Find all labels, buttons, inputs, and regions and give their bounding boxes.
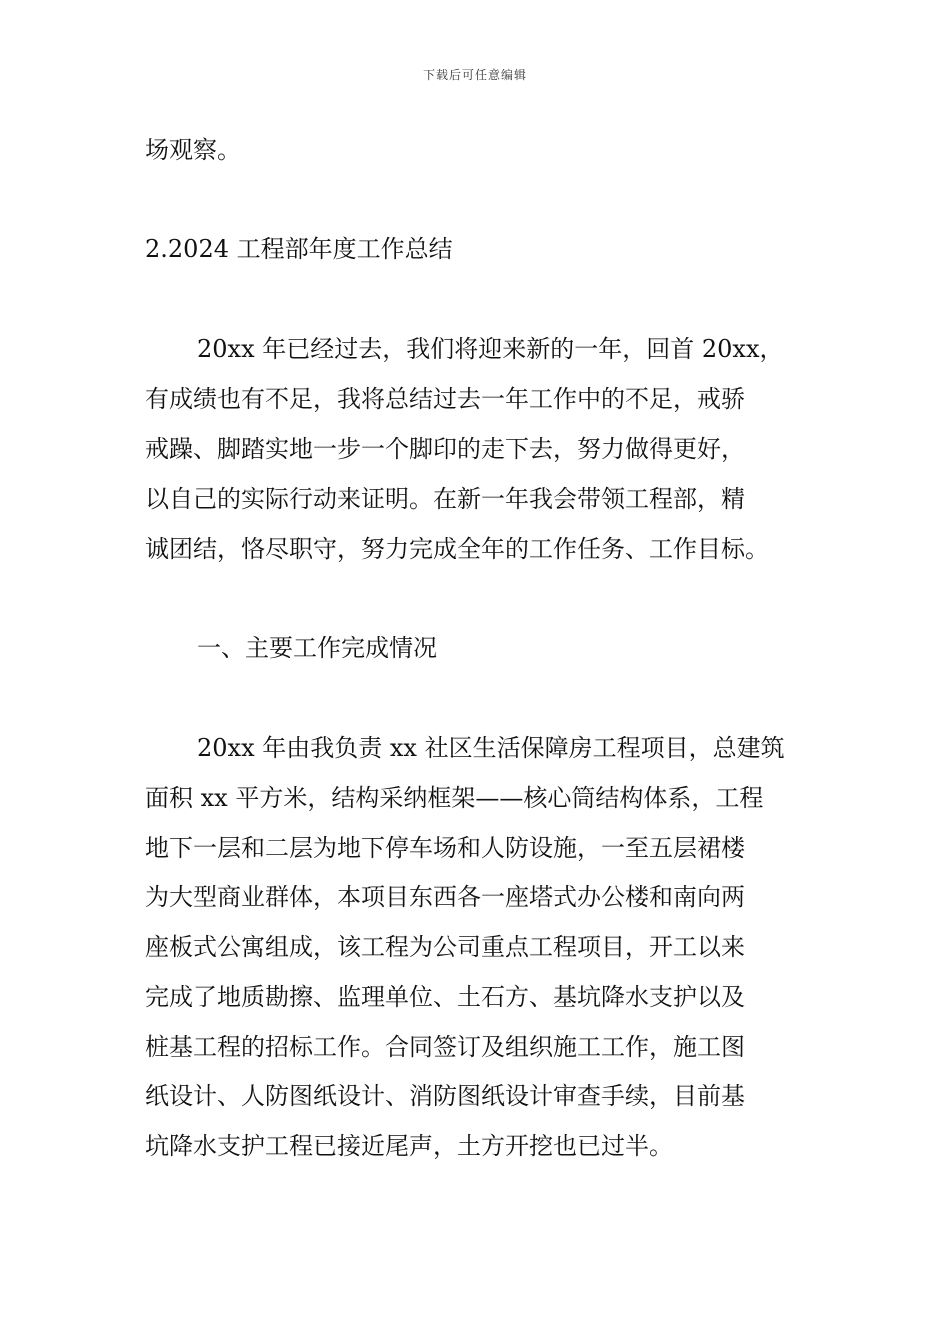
text-line: 座板式公寓组成，该工程为公司重点工程项目，开工以来 [145, 933, 745, 961]
text-line: 20xx 年已经过去，我们将迎来新的一年，回首 20xx， [197, 335, 784, 363]
text-line: 20xx 年由我负责 xx 社区生活保障房工程项目，总建筑 [197, 734, 785, 762]
text-line: 有成绩也有不足，我将总结过去一年工作中的不足，戒骄 [145, 385, 745, 413]
section-heading: 2.2024 工程部年度工作总结 [145, 235, 453, 263]
text-line: 桩基工程的招标工作。合同签订及组织施工工作，施工图 [145, 1033, 745, 1061]
text-line: 完成了地质勘擦、监理单位、土石方、基坑降水支护以及 [145, 983, 745, 1011]
text-line: 场观察。 [145, 136, 241, 164]
text-line: 坑降水支护工程已接近尾声，土方开挖也已过半。 [145, 1132, 673, 1160]
text-line: 戒躁、脚踏实地一步一个脚印的走下去，努力做得更好， [145, 435, 745, 463]
header-note: 下载后可任意编辑 [422, 68, 527, 82]
text-line: 以自己的实际行动来证明。在新一年我会带领工程部，精 [145, 485, 745, 513]
text-line: 为大型商业群体，本项目东西各一座塔式办公楼和南向两 [145, 883, 745, 911]
text-line: 诚团结，恪尽职守，努力完成全年的工作任务、工作目标。 [145, 535, 769, 563]
text-line: 面积 xx 平方米，结构采纳框架——核心筒结构体系，工程 [145, 784, 764, 812]
text-line: 地下一层和二层为地下停车场和人防设施，一至五层裙楼 [145, 834, 745, 862]
subsection-heading: 一、主要工作完成情况 [197, 634, 437, 662]
text-line: 纸设计、人防图纸设计、消防图纸设计审查手续，目前基 [145, 1082, 745, 1110]
